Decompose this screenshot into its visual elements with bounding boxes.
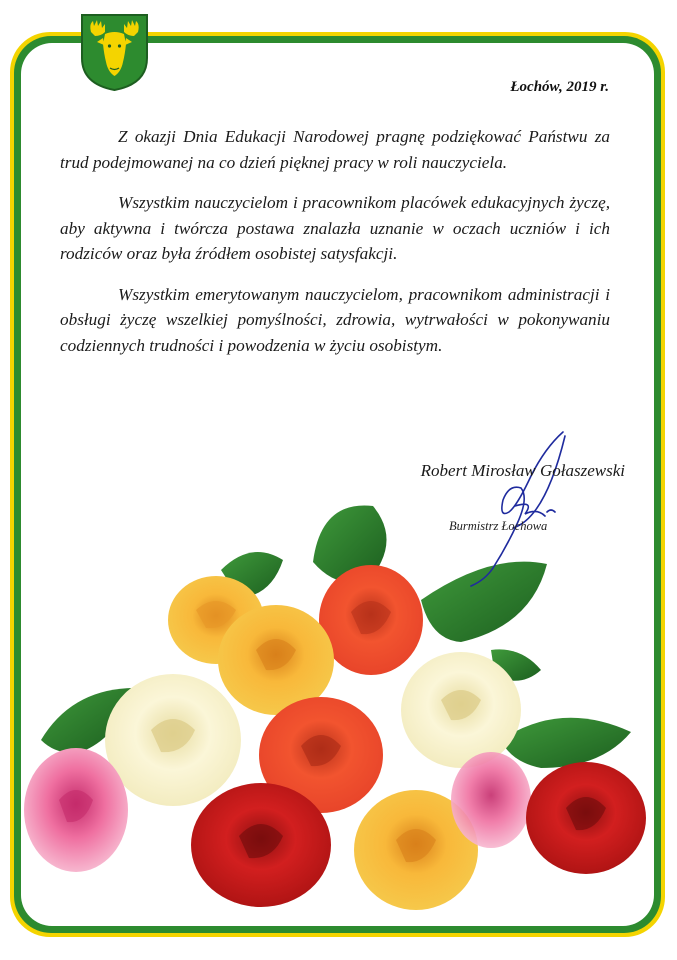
signatory-name: Robert Mirosław Gołaszewski [420, 461, 625, 480]
letter-body [60, 124, 610, 373]
letter-paragraph-3: Wszystkim emerytowanym nauczycielom, pracownikom administracji i obsługi życzę wszelkiej pomyślności, zdrowia, wytrwałości w pokonywaniu codziennych trudności i powodzenia w życiu osobistym. [60, 284, 610, 355]
letter-paragraph-1: Z okazji Dnia Edukacji Narodowej pragnę podziękować Państwu za trud podejmowanej na co dzień pięknej pracy w roli nauczyciela. [60, 127, 610, 172]
handwritten-signature [455, 428, 580, 590]
letter-paragraph-2: Wszystkim nauczycielom i pracownikom placówek edukacyjnych życzę, aby aktywna i twórcza postawa znalazła uznanie w oczach uczniów i ich rodziców oraz była źródłem osobistej satysfakcji. [60, 193, 610, 263]
signatory-title: Burmistrz Łochowa [449, 519, 548, 533]
place-date: Łochów, 2019 r. [510, 79, 609, 95]
moose-head-crest-icon [79, 12, 150, 92]
